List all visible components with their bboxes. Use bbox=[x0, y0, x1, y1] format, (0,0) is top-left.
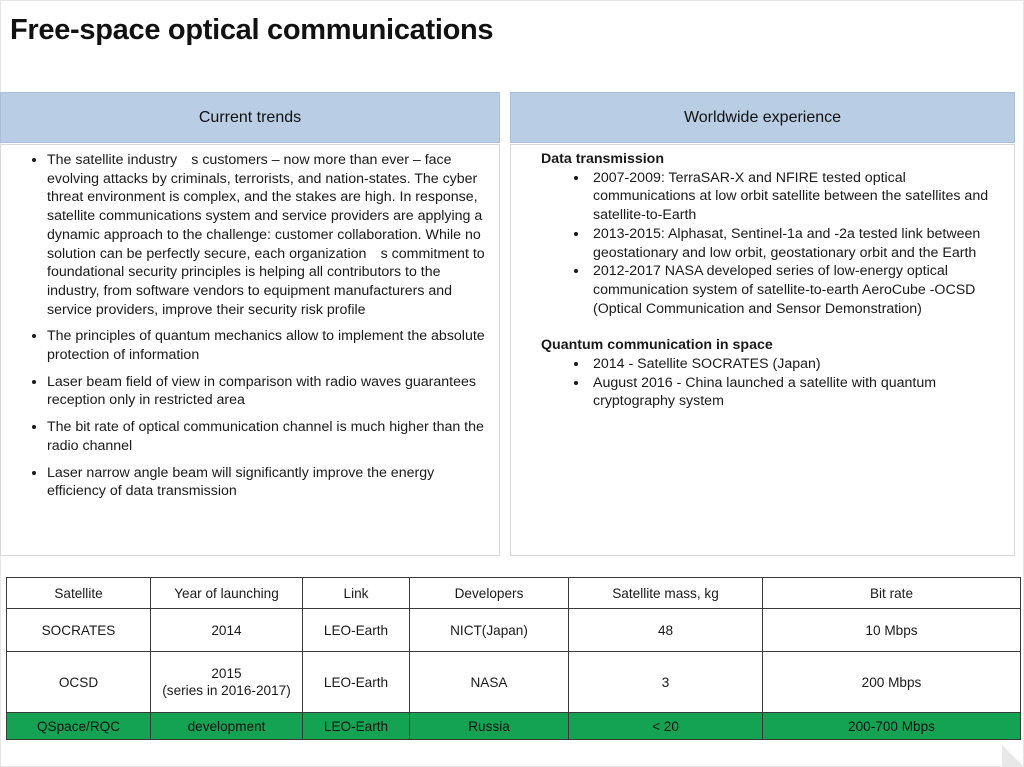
table-row bbox=[7, 652, 1021, 713]
cell-mass: 48 bbox=[569, 609, 763, 652]
cell-bitrate: 200-700 Mbps bbox=[763, 713, 1021, 740]
experience-item: • 2013-2015: Alphasat, Sentinel-1a and -2a tested link between geostationary and low orbit, geostationary orbit and the Earth bbox=[589, 225, 1004, 262]
cell-bitrate: 10 Mbps bbox=[763, 609, 1021, 652]
quantum-communication-heading: Quantum communication in space bbox=[541, 337, 773, 354]
trend-item: • Laser narrow angle beam will significantly improve the energy efficiency of data transmission bbox=[47, 464, 485, 501]
slide-title: Free-space optical communications bbox=[10, 14, 494, 46]
cell-year: 2014 bbox=[151, 609, 303, 652]
cell-bitrate: 200 Mbps bbox=[763, 652, 1021, 713]
cell-satellite: OCSD bbox=[7, 652, 151, 713]
trend-item: • The principles of quantum mechanics allow to implement the absolute protection of information bbox=[47, 327, 485, 364]
cell-year: development bbox=[151, 713, 303, 740]
table-header-row bbox=[7, 578, 1021, 609]
experience-item: • August 2016 - China launched a satellite with quantum cryptography system bbox=[589, 374, 1004, 411]
experience-item: • 2012-2017 NASA developed series of low-energy optical communication system of satellite-to-earth AeroCube -OCSD (Optical Communication and Sensor Demonstration) bbox=[589, 262, 1004, 318]
cell-developers: Russia bbox=[410, 713, 569, 740]
current-trends-panel bbox=[0, 144, 500, 556]
trend-item: • Laser beam field of view in comparison with radio waves guarantees reception only in restricted area bbox=[47, 373, 485, 410]
experience-item: • 2007-2009: TerraSAR-X and NFIRE tested optical communications at low orbit satellite between the satellites and satellite-to-Earth bbox=[589, 169, 1004, 225]
trend-item: • The satellite industry s customers – now more than ever – face evolving attacks by criminals, terrorists, and nation-states. The cyber threat environment is complex, and the stakes are high. In response, satellite communications system and service providers are applying a dynamic approach to the challenge: customer collaboration. While no solution can be perfectly secure, each organization s commitment to foundational security principles is helping all contributors to the industry, from software vendors to equipment manufacturers and service providers, improve their security risk profile bbox=[47, 151, 485, 319]
data-transmission-heading: Data transmission bbox=[541, 151, 664, 167]
quantum-communication-list bbox=[541, 355, 1004, 411]
cell-satellite: QSpace/RQC bbox=[7, 713, 151, 740]
trends-list bbox=[1, 145, 499, 501]
col-header-year: Year of launching bbox=[151, 578, 303, 609]
cell-developers: NASA bbox=[410, 652, 569, 713]
cell-developers: NICT(Japan) bbox=[410, 609, 569, 652]
table-row-highlighted bbox=[7, 713, 1021, 740]
data-transmission-list bbox=[541, 169, 1004, 319]
experience-item: • 2014 - Satellite SOCRATES (Japan) bbox=[589, 355, 1004, 374]
trend-item: • The bit rate of optical communication channel is much higher than the radio channel bbox=[47, 418, 485, 455]
cell-link: LEO-Earth bbox=[303, 652, 410, 713]
worldwide-experience-panel bbox=[510, 144, 1015, 556]
col-header-developers: Developers bbox=[410, 578, 569, 609]
cell-year: 2015 (series in 2016-2017) bbox=[151, 652, 303, 713]
table-row bbox=[7, 609, 1021, 652]
worldwide-experience-header: Worldwide experience bbox=[510, 92, 1015, 143]
cell-link: LEO-Earth bbox=[303, 713, 410, 740]
satellite-table bbox=[6, 577, 1021, 740]
current-trends-header: Current trends bbox=[0, 92, 500, 143]
cell-satellite: SOCRATES bbox=[7, 609, 151, 652]
page-corner-fold bbox=[1002, 745, 1024, 767]
col-header-mass: Satellite mass, kg bbox=[569, 578, 763, 609]
col-header-satellite: Satellite bbox=[7, 578, 151, 609]
col-header-link: Link bbox=[303, 578, 410, 609]
cell-mass: < 20 bbox=[569, 713, 763, 740]
col-header-bitrate: Bit rate bbox=[763, 578, 1021, 609]
cell-mass: 3 bbox=[569, 652, 763, 713]
cell-link: LEO-Earth bbox=[303, 609, 410, 652]
